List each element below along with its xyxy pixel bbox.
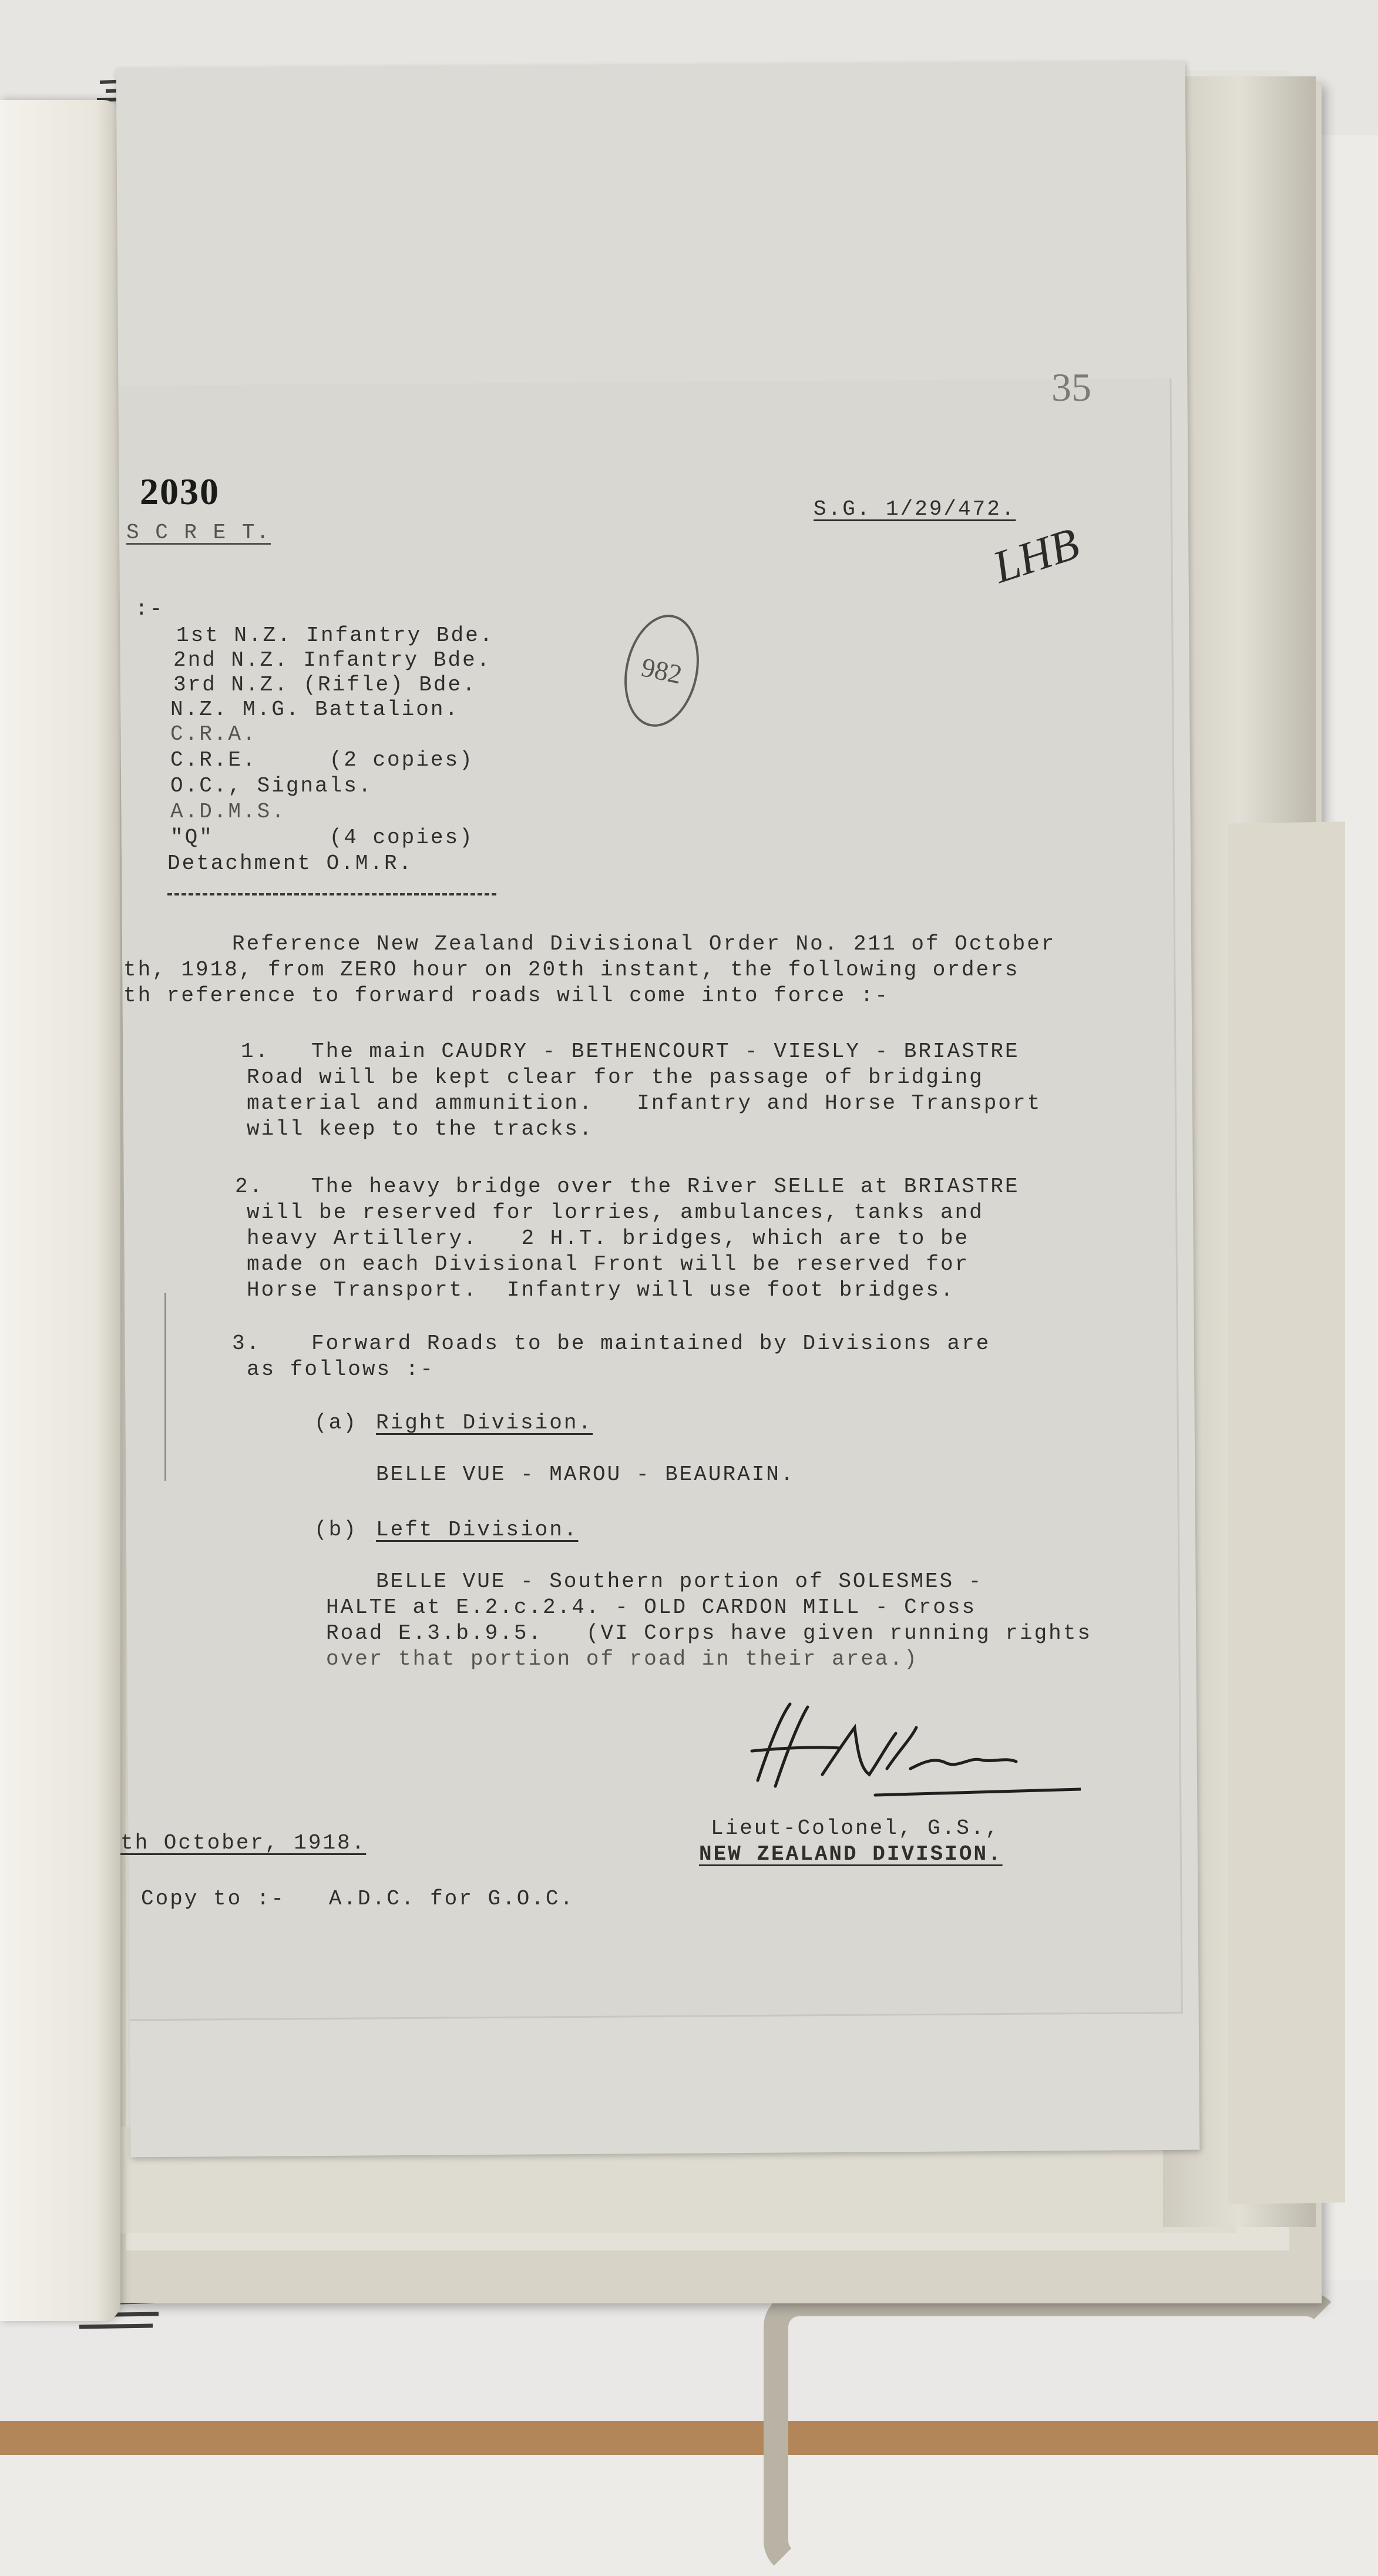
margin-rule bbox=[164, 1293, 166, 1481]
order-date: th October, 1918. bbox=[120, 1831, 367, 1855]
addressee: A.D.M.S. bbox=[170, 800, 286, 824]
separator-line bbox=[167, 893, 496, 895]
left-binder-page bbox=[0, 100, 120, 2321]
paragraph-line: Horse Transport. Infantry will use foot bridges. bbox=[247, 1278, 955, 1302]
subsection-heading: Left Division. bbox=[376, 1518, 579, 1542]
route-line: BELLE VUE - MAROU - BEAURAIN. bbox=[376, 1463, 795, 1487]
copy-to-line: Copy to :- A.D.C. for G.O.C. bbox=[141, 1887, 575, 1911]
route-line: Road E.3.b.9.5. (VI Corps have given running rights bbox=[326, 1621, 1092, 1645]
paragraph-number: 2. bbox=[235, 1175, 264, 1199]
addressee: Detachment O.M.R. bbox=[167, 851, 414, 876]
paragraph-number: 1. bbox=[241, 1039, 270, 1064]
route-line: HALTE at E.2.c.2.4. - OLD CARDON MILL - Cross bbox=[326, 1595, 977, 1619]
paragraph-line: The heavy bridge over the River SELLE at BRIASTRE bbox=[311, 1175, 1020, 1199]
paragraph-line: Forward Roads to be maintained by Divisions are bbox=[311, 1331, 991, 1356]
handwritten-signature bbox=[734, 1692, 1081, 1816]
addressee: 3rd N.Z. (Rifle) Bde. bbox=[173, 673, 477, 697]
paragraph-number: 3. bbox=[232, 1331, 261, 1356]
subsection-heading: Right Division. bbox=[376, 1411, 593, 1435]
signatory-title: Lieut-Colonel, G.S., bbox=[711, 1816, 1000, 1840]
signatory-unit: NEW ZEALAND DIVISION. bbox=[699, 1842, 1003, 1866]
route-line: over that portion of road in their area.) bbox=[326, 1647, 919, 1671]
to-prefix: :- bbox=[135, 597, 164, 621]
intro-line: Reference New Zealand Divisional Order No. 211 of October bbox=[232, 932, 1056, 956]
addressee: 1st N.Z. Infantry Bde. bbox=[176, 623, 495, 648]
intro-line: th reference to forward roads will come into force :- bbox=[123, 984, 889, 1008]
addressee: "Q" (4 copies) bbox=[170, 826, 474, 850]
paragraph-line: made on each Divisional Front will be reserved for bbox=[247, 1252, 970, 1276]
handwritten-initials: LHB bbox=[987, 517, 1085, 593]
folio-number: 35 bbox=[1051, 365, 1091, 410]
addressee: O.C., Signals. bbox=[170, 774, 373, 798]
addressee: 2nd N.Z. Infantry Bde. bbox=[173, 648, 492, 672]
reference-number: S.G. 1/29/472. bbox=[814, 497, 1016, 521]
paragraph-line: will be reserved for lorries, ambulances, tanks and bbox=[247, 1200, 984, 1225]
subsection-label: (b) bbox=[314, 1518, 358, 1542]
addressee: C.R.A. bbox=[170, 722, 257, 746]
paragraph-line: material and ammunition. Infantry and Horse Transport bbox=[247, 1091, 1042, 1115]
subsection-label: (a) bbox=[314, 1411, 358, 1435]
addressee: C.R.E. (2 copies) bbox=[170, 748, 474, 772]
paragraph-line: as follows :- bbox=[247, 1357, 435, 1381]
file-number: 2030 bbox=[140, 471, 220, 512]
document-stack-edges bbox=[1228, 821, 1345, 2204]
binding-cord bbox=[764, 2292, 1342, 2576]
paragraph-line: will keep to the tracks. bbox=[247, 1117, 594, 1141]
classification: S C R E T. bbox=[126, 521, 271, 545]
paragraph-line: The main CAUDRY - BETHENCOURT - VIESLY - BRIASTRE bbox=[311, 1039, 1020, 1064]
paragraph-line: heavy Artillery. 2 H.T. bridges, which are to be bbox=[247, 1226, 970, 1250]
addressee: N.Z. M.G. Battalion. bbox=[170, 697, 460, 722]
route-line: BELLE VUE - Southern portion of SOLESMES - bbox=[376, 1569, 983, 1594]
circled-number-text: 982 bbox=[638, 652, 685, 690]
intro-line: th, 1918, from ZERO hour on 20th instant, the following orders bbox=[123, 958, 1020, 982]
paragraph-line: Road will be kept clear for the passage of bridging bbox=[247, 1065, 984, 1089]
